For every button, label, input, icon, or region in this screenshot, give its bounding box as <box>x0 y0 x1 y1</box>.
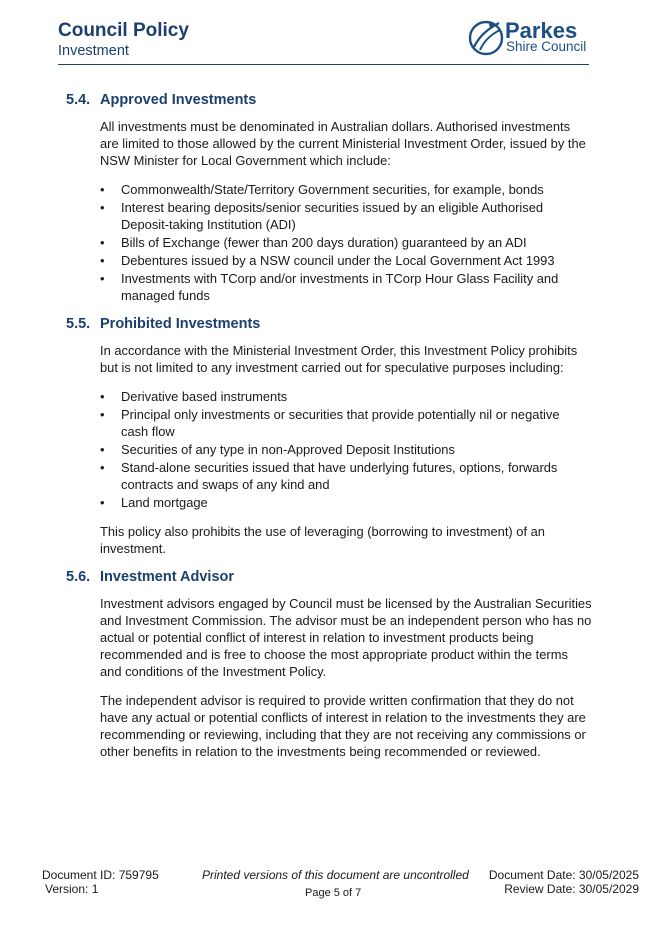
list-item: • Securities of any type in non-Approved Deposit Institutions <box>100 441 580 458</box>
section-title: Investment Advisor <box>100 569 235 585</box>
page-number: Page 5 of 7 <box>305 887 362 899</box>
uncontrolled-notice: Printed versions of this document are uncontrolled <box>202 868 469 882</box>
header-divider <box>58 64 589 65</box>
document-version: Version: 1 <box>45 882 99 896</box>
section-intro: All investments must be denominated in Australian dollars. Authorised investments are limited to those allowed by the current Ministerial Investment Order, issued by the NSW Minister for Local Government which include: <box>100 119 586 168</box>
list-item: • Stand-alone securities issued that have underlying futures, options, forwards contracts and swaps of any kind and <box>100 459 580 493</box>
list-item: • Principal only investments or securities that provide potentially nil or negative cash flow <box>100 406 580 440</box>
bullet-list <box>100 181 580 305</box>
section-intro: In accordance with the Ministerial Investment Order, this Investment Policy prohibits but is not limited to any investment carried out for speculative purposes including: <box>100 343 578 375</box>
section-number: 5.5. <box>66 316 91 332</box>
section-number: 5.4. <box>66 92 91 108</box>
header-subtitle: Investment <box>58 43 129 59</box>
section-heading <box>66 569 234 585</box>
list-item: • Land mortgage <box>100 494 580 511</box>
logo-subtitle: Shire Council <box>506 39 587 54</box>
paragraph: Investment advisors engaged by Council must be licensed by the Australian Securities and Investment Commission. The advisor must be an independent person who has no actual or potential conflict of interest in relation to investment products being recommended and is free to choose the most appropriate product within the terms and conditions of the Investment Policy. <box>100 596 592 679</box>
logo-name: Parkes <box>505 18 578 43</box>
section-heading <box>66 316 260 332</box>
section-closing: This policy also prohibits the use of leveraging (borrowing to investment) of an investment. <box>100 524 545 556</box>
header-title: Council Policy <box>58 20 189 41</box>
section-heading <box>66 92 256 108</box>
review-date: Review Date: 30/05/2029 <box>504 882 639 896</box>
list-item: • Interest bearing deposits/senior securities issued by an eligible Authorised Deposit-taking Institution (ADI) <box>100 199 580 233</box>
paragraph: The independent advisor is required to provide written confirmation that they do not have any actual or potential conflicts of interest in relation to the investments they are recommending or reviewing, including that they are not receiving any commissions or other benefits in relation to the investments being recommended or reviewed. <box>100 693 586 759</box>
section-title: Prohibited Investments <box>100 316 261 332</box>
section-number: 5.6. <box>66 569 91 585</box>
list-item: • Derivative based instruments <box>100 388 580 405</box>
list-item: • Bills of Exchange (fewer than 200 days duration) guaranteed by an ADI <box>100 234 580 251</box>
document-date: Document Date: 30/05/2025 <box>488 868 639 882</box>
bullet-list <box>100 388 580 512</box>
document-id: Document ID: 759795 <box>42 868 159 882</box>
list-item: • Debentures issued by a NSW council under the Local Government Act 1993 <box>100 252 580 269</box>
list-item: • Commonwealth/State/Territory Government securities, for example, bonds <box>100 181 580 198</box>
section-title: Approved Investments <box>100 92 257 108</box>
list-item: • Investments with TCorp and/or investments in TCorp Hour Glass Facility and managed funds <box>100 270 580 304</box>
